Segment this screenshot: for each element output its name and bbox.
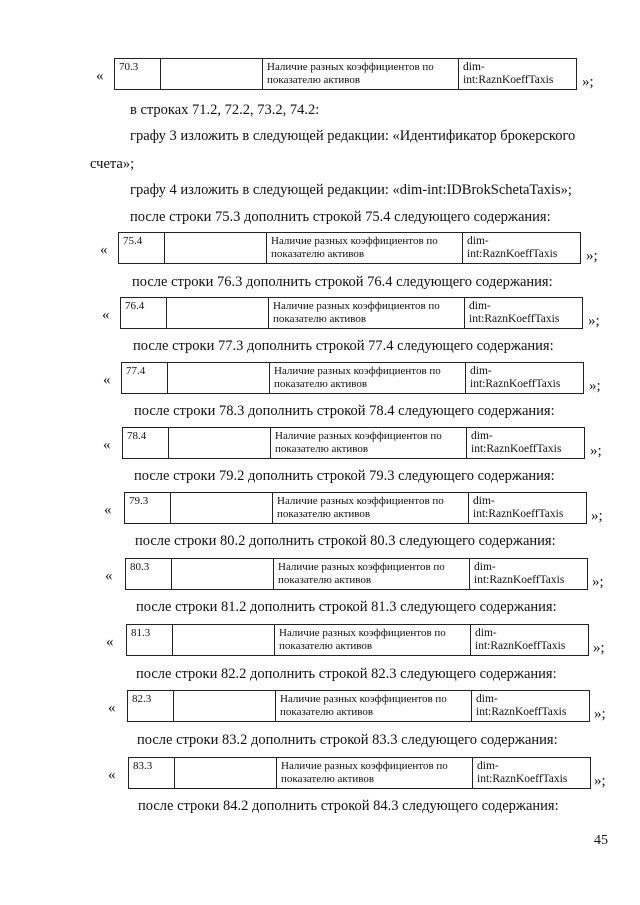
xbrl-table <box>121 362 584 394</box>
row-empty-cell <box>173 625 275 656</box>
open-quote: « <box>108 700 116 716</box>
paragraph: после строки 79.2 дополнить строкой 79.3 следующего содержания: <box>134 468 555 484</box>
row-description: Наличие разных коэффициентов по показателю активов <box>271 428 467 459</box>
page-number: 45 <box>594 833 608 848</box>
xbrl-table <box>122 427 585 459</box>
close-quote: »; <box>582 74 594 90</box>
table-row <box>0 558 640 598</box>
close-quote: »; <box>588 313 600 329</box>
row-empty-cell <box>175 758 277 789</box>
row-description: Наличие разных коэффициентов по показателю активов <box>263 59 459 90</box>
open-quote: « <box>103 437 111 453</box>
open-quote: « <box>108 767 116 783</box>
paragraph: после строки 83.2 дополнить строкой 83.3 следующего содержания: <box>137 732 558 748</box>
paragraph: после строки 81.2 дополнить строкой 81.3 следующего содержания: <box>136 599 557 615</box>
row-empty-cell <box>171 493 273 524</box>
row-code: 79.3 <box>125 493 171 524</box>
table-row <box>0 757 640 797</box>
row-description: Наличие разных коэффициентов по показателю активов <box>267 233 463 264</box>
close-quote: »; <box>591 508 603 524</box>
row-code: 80.3 <box>126 559 172 590</box>
row-dimension: dim-int:RaznKoeffTaxis <box>466 363 584 394</box>
table-row <box>0 297 640 337</box>
table-row <box>0 624 640 664</box>
row-empty-cell <box>169 428 271 459</box>
row-empty-cell <box>168 363 270 394</box>
row-code: 78.4 <box>123 428 169 459</box>
row-code: 83.3 <box>129 758 175 789</box>
xbrl-table <box>118 232 581 264</box>
row-code: 76.4 <box>121 298 167 329</box>
close-quote: »; <box>592 574 604 590</box>
row-code: 75.4 <box>119 233 165 264</box>
xbrl-table <box>124 492 587 524</box>
row-empty-cell <box>172 559 274 590</box>
open-quote: « <box>103 372 111 388</box>
close-quote: »; <box>589 378 601 394</box>
close-quote: »; <box>590 443 602 459</box>
row-empty-cell <box>174 691 276 722</box>
paragraph: счета»; <box>90 156 135 172</box>
row-dimension: dim-int:RaznKoeffTaxis <box>472 691 590 722</box>
open-quote: « <box>102 307 110 323</box>
paragraph: после строки 76.3 дополнить строкой 76.4 следующего содержания: <box>132 274 553 290</box>
close-quote: »; <box>586 248 598 264</box>
row-description: Наличие разных коэффициентов по показателю активов <box>273 493 469 524</box>
table-row <box>0 232 640 272</box>
paragraph: в строках 71.2, 72.2, 73.2, 74.2: <box>130 102 320 118</box>
row-description: Наличие разных коэффициентов по показателю активов <box>270 363 466 394</box>
row-code: 77.4 <box>122 363 168 394</box>
row-description: Наличие разных коэффициентов по показателю активов <box>276 691 472 722</box>
row-code: 82.3 <box>128 691 174 722</box>
open-quote: « <box>105 568 113 584</box>
paragraph: после строки 80.2 дополнить строкой 80.3 следующего содержания: <box>135 533 556 549</box>
row-description: Наличие разных коэффициентов по показателю активов <box>275 625 471 656</box>
row-dimension: dim-int:RaznKoeffTaxis <box>470 559 588 590</box>
open-quote: « <box>96 68 104 84</box>
row-code: 81.3 <box>127 625 173 656</box>
xbrl-table <box>120 297 583 329</box>
row-description: Наличие разных коэффициентов по показателю активов <box>277 758 473 789</box>
open-quote: « <box>104 502 112 518</box>
paragraph: графу 4 изложить в следующей редакции: «dim-int:IDBrokSchetaTaxis»; <box>130 182 572 198</box>
row-dimension: dim-int:RaznKoeffTaxis <box>465 298 583 329</box>
xbrl-table <box>127 690 590 722</box>
row-dimension: dim-int:RaznKoeffTaxis <box>463 233 581 264</box>
close-quote: »; <box>594 773 606 789</box>
row-dimension: dim-int:RaznKoeffTaxis <box>467 428 585 459</box>
row-empty-cell <box>161 59 263 90</box>
paragraph: после строки 75.3 дополнить строкой 75.4 следующего содержания: <box>130 209 551 225</box>
close-quote: »; <box>594 706 606 722</box>
table-row <box>0 492 640 532</box>
paragraph: после строки 78.3 дополнить строкой 78.4 следующего содержания: <box>134 403 555 419</box>
xbrl-table <box>128 757 591 789</box>
xbrl-table <box>125 558 588 590</box>
table-row <box>0 427 640 467</box>
row-dimension: dim-int:RaznKoeffTaxis <box>473 758 591 789</box>
row-dimension: dim-int:RaznKoeffTaxis <box>459 59 577 90</box>
row-empty-cell <box>165 233 267 264</box>
table-row <box>0 58 640 98</box>
table-row <box>0 690 640 730</box>
row-description: Наличие разных коэффициентов по показателю активов <box>274 559 470 590</box>
paragraph: после строки 84.2 дополнить строкой 84.3 следующего содержания: <box>138 798 559 814</box>
xbrl-table <box>126 624 589 656</box>
row-dimension: dim-int:RaznKoeffTaxis <box>471 625 589 656</box>
xbrl-table <box>114 58 577 90</box>
paragraph: графу 3 изложить в следующей редакции: «Идентификатор брокерского <box>130 128 576 144</box>
paragraph: после строки 77.3 дополнить строкой 77.4 следующего содержания: <box>133 338 554 354</box>
paragraph: после строки 82.2 дополнить строкой 82.3 следующего содержания: <box>136 666 557 682</box>
table-row <box>0 362 640 402</box>
row-code: 70.3 <box>115 59 161 90</box>
row-empty-cell <box>167 298 269 329</box>
row-description: Наличие разных коэффициентов по показателю активов <box>269 298 465 329</box>
close-quote: »; <box>593 640 605 656</box>
open-quote: « <box>100 242 108 258</box>
row-dimension: dim-int:RaznKoeffTaxis <box>469 493 587 524</box>
open-quote: « <box>106 634 114 650</box>
